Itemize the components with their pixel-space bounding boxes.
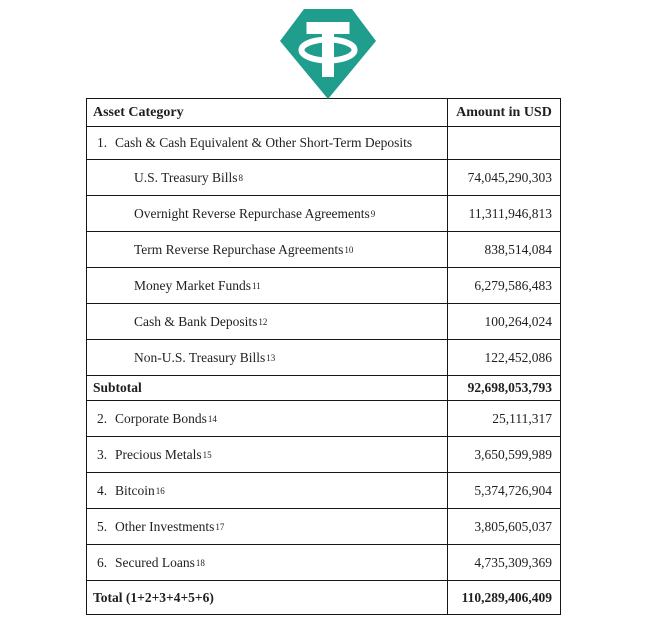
- table-row-cash-cash-equivalent-other-short-term-deposits: [87, 127, 560, 160]
- cell-amount-overnight-reverse-repurchase-agreements: 11,311,946,813: [468, 205, 552, 221]
- row-number: 3.: [97, 446, 108, 462]
- cell-label-precious-metals: 3. Precious Metals 15: [87, 437, 448, 472]
- cell-label-subtotal: [87, 376, 448, 400]
- cell-label-money-market-funds: Money Market Funds 11: [87, 268, 448, 303]
- cell-amount-other-investments: 3,805,605,037: [474, 518, 552, 534]
- table-row-u-s-treasury-bills: [87, 160, 560, 196]
- row-number: 4.: [97, 482, 108, 498]
- cell-label-term-reverse-repurchase-agreements: Term Reverse Repurchase Agreements 10: [87, 232, 448, 267]
- cell-label-total-1-2-3-4-5-6: [87, 581, 448, 614]
- header-asset-category: Asset Category: [87, 99, 448, 126]
- table-row-subtotal: [87, 376, 560, 401]
- row-label: Precious Metals: [115, 446, 202, 462]
- cell-label-non-u-s-treasury-bills: Non-U.S. Treasury Bills 13: [87, 340, 448, 375]
- row-label: Subtotal: [93, 380, 142, 395]
- tether-logo: [278, 7, 378, 101]
- table-row-secured-loans: [87, 545, 560, 581]
- cell-amount-total-1-2-3-4-5-6: 110,289,406,409: [461, 589, 552, 605]
- cell-amount-u-s-treasury-bills: 74,045,290,303: [467, 169, 552, 185]
- table-row-bitcoin: [87, 473, 560, 509]
- table-row-precious-metals: [87, 437, 560, 473]
- row-number: 2.: [97, 410, 108, 426]
- row-label: Term Reverse Repurchase Agreements: [134, 241, 344, 257]
- table-row-cash-bank-deposits: [87, 304, 560, 340]
- row-label: Cash & Cash Equivalent & Other Short-Term Deposits: [115, 135, 413, 150]
- cell-amount-bitcoin: 5,374,726,904: [474, 482, 552, 498]
- row-number: 1.: [97, 135, 108, 150]
- cell-label-cash-cash-equivalent-other-short-term-deposits: [87, 127, 448, 159]
- cell-label-other-investments: 5. Other Investments 17: [87, 509, 448, 544]
- cell-amount-term-reverse-repurchase-agreements: 838,514,084: [484, 241, 552, 257]
- cell-amount-secured-loans: 4,735,309,369: [474, 554, 552, 570]
- cell-amount-money-market-funds: 6,279,586,483: [474, 277, 552, 293]
- table-row-non-u-s-treasury-bills: [87, 340, 560, 376]
- row-label: Cash & Bank Deposits: [134, 313, 258, 329]
- row-label: Non-U.S. Treasury Bills: [134, 349, 266, 365]
- row-label: Overnight Reverse Repurchase Agreements: [134, 205, 370, 221]
- tether-shield-icon: [278, 7, 378, 101]
- cell-label-u-s-treasury-bills: U.S. Treasury Bills 8: [87, 160, 448, 195]
- cell-label-overnight-reverse-repurchase-agreements: Overnight Reverse Repurchase Agreements 9: [87, 196, 448, 231]
- cell-amount-non-u-s-treasury-bills: 122,452,086: [484, 349, 552, 365]
- table-row-other-investments: [87, 509, 560, 545]
- table-row-corporate-bonds: [87, 401, 560, 437]
- table-rows: [87, 127, 560, 614]
- cell-label-corporate-bonds: 2. Corporate Bonds 14: [87, 401, 448, 436]
- row-label: Bitcoin: [115, 482, 155, 498]
- table-row-money-market-funds: [87, 268, 560, 304]
- table-header-row: [87, 99, 560, 127]
- cell-amount-precious-metals: 3,650,599,989: [474, 446, 552, 462]
- row-number: 5.: [97, 518, 108, 534]
- table-row-overnight-reverse-repurchase-agreements: [87, 196, 560, 232]
- row-label: Corporate Bonds: [115, 410, 207, 426]
- cell-amount-subtotal: 92,698,053,793: [467, 380, 552, 395]
- table-row-term-reverse-repurchase-agreements: [87, 232, 560, 268]
- cell-label-secured-loans: 6. Secured Loans 18: [87, 545, 448, 580]
- cell-amount-cash-cash-equivalent-other-short-term-deposits: [448, 127, 560, 159]
- row-label: Other Investments: [115, 518, 215, 534]
- header-amount-in-usd: Amount in USD: [456, 104, 552, 120]
- row-label: Total (1+2+3+4+5+6): [93, 589, 214, 605]
- cell-amount-cash-bank-deposits: 100,264,024: [484, 313, 552, 329]
- row-label: U.S. Treasury Bills: [134, 169, 238, 185]
- table-row-total-1-2-3-4-5-6: [87, 581, 560, 614]
- row-number: 6.: [97, 554, 108, 570]
- cell-label-cash-bank-deposits: Cash & Bank Deposits 12: [87, 304, 448, 339]
- asset-table: [86, 98, 561, 615]
- row-label: Secured Loans: [115, 554, 195, 570]
- cell-amount-corporate-bonds: 25,111,317: [492, 410, 552, 426]
- cell-label-bitcoin: 4. Bitcoin 16: [87, 473, 448, 508]
- row-label: Money Market Funds: [134, 277, 251, 293]
